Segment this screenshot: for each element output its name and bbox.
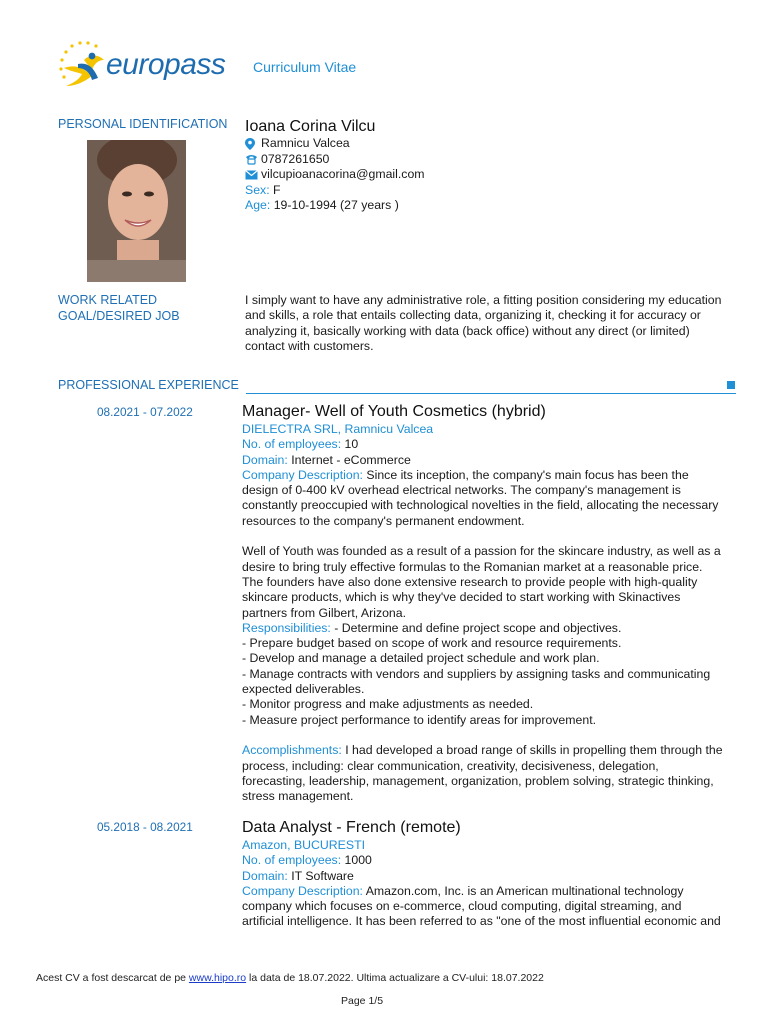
section-divider xyxy=(246,393,736,394)
footer-suffix: la data de 18.07.2022. Ultima actualizare a CV-ului: 18.07.2022 xyxy=(246,972,544,984)
description2-line: desire to bring truly effective formulas to the Romanian market at a reasonable price. xyxy=(242,559,703,574)
goal-label-line-1: WORK RELATED xyxy=(58,293,158,307)
footer-link[interactable]: www.hipo.ro xyxy=(188,972,247,984)
description2-line: The founders have also done extensive research to provide people with high-quality xyxy=(242,574,698,589)
email-row xyxy=(245,167,425,183)
job-details xyxy=(242,422,742,804)
description2-line: Well of Youth was founded as a result of a passion for the skincare industry, as well as a xyxy=(242,544,721,559)
job-description-row xyxy=(242,884,742,899)
description-first: Since its inception, the company's main focus has been the xyxy=(362,467,689,482)
goal-line: analyzing it, basically working with data (back office) without any direct (or limited) xyxy=(245,323,690,338)
sex-row xyxy=(245,183,425,199)
description-label: Company Description: xyxy=(242,467,363,482)
envelope-icon xyxy=(245,169,259,181)
accomplishments-label: Accomplishments: xyxy=(242,743,342,758)
profile-photo xyxy=(87,140,186,282)
description-line: artificial intelligence. It has been referred to as "one of the most influential economic and xyxy=(242,914,721,929)
accomplishment-line: process, including: clear communication, creativity, decisiveness, delegation, xyxy=(242,758,659,773)
phone-text: 0787261650 xyxy=(261,151,330,166)
goal-text xyxy=(245,293,745,354)
job-employees-row xyxy=(242,853,742,868)
employees-label: No. of employees: xyxy=(242,853,342,868)
logo-text: europass xyxy=(106,48,226,81)
responsibilities-label: Responsibilities: xyxy=(242,620,331,635)
job-company: Amazon, BUCURESTI xyxy=(242,838,365,852)
employees-value: 1000 xyxy=(344,853,372,868)
accomplishments-row xyxy=(242,743,742,758)
accomplishment-line: stress management. xyxy=(242,789,354,804)
description-line: design of 0-400 kV overhead electrical networks. The company's management is xyxy=(242,483,681,498)
description-first: Amazon.com, Inc. is an American multinational technology xyxy=(362,883,684,898)
description2-line: partners from Gilbert, Arizona. xyxy=(242,605,407,620)
person-name: Ioana Corina Vilcu xyxy=(245,118,376,135)
sex-value: F xyxy=(273,182,281,197)
goal-line: contact with customers. xyxy=(245,338,374,353)
location-pin-icon xyxy=(245,138,259,150)
responsibility-line: - Manage contracts with vendors and suppliers by assigning tasks and communicating xyxy=(242,666,711,681)
section-label-personal: PERSONAL IDENTIFICATION xyxy=(58,117,228,131)
job-employees-row xyxy=(242,437,742,452)
responsibilities-first: - Determine and define project scope and objectives. xyxy=(330,620,622,635)
job-dates: 08.2021 - 07.2022 xyxy=(97,405,193,419)
footer-note xyxy=(36,972,544,984)
job-title: Data Analyst - French (remote) xyxy=(242,819,461,836)
phone-icon xyxy=(245,153,259,165)
section-label-goal xyxy=(58,293,180,324)
responsibilities-row xyxy=(242,621,742,636)
employees-label: No. of employees: xyxy=(242,437,342,452)
job-details xyxy=(242,838,742,930)
email-text: vilcupioanacorina@gmail.com xyxy=(261,167,425,181)
employees-value: 10 xyxy=(344,437,359,452)
responsibility-line: - Measure project performance to identify areas for improvement. xyxy=(242,712,597,727)
age-row xyxy=(245,198,425,214)
goal-label-line-2: GOAL/DESIRED JOB xyxy=(58,308,180,323)
responsibility-line: - Develop and manage a detailed project schedule and work plan. xyxy=(242,651,600,666)
spacer xyxy=(242,529,742,544)
responsibility-line: - Prepare budget based on scope of work and resource requirements. xyxy=(242,636,622,651)
personal-info xyxy=(245,136,425,214)
section-label-experience: PROFESSIONAL EXPERIENCE xyxy=(58,378,239,392)
accomplishments-first: I had developed a broad range of skills in propelling them through the xyxy=(341,743,723,758)
profile-photo-graphic xyxy=(87,140,186,282)
job-domain-row xyxy=(242,453,742,468)
job-title: Manager- Well of Youth Cosmetics (hybrid) xyxy=(242,403,546,420)
description2-line: skincare products, which is why they've decided to start working with Skinactives xyxy=(242,590,681,605)
europass-logo xyxy=(54,38,244,94)
goal-line: and skills, a role that entails collecting data, organizing it, checking it for accuracy or xyxy=(245,308,701,323)
responsibility-line: expected deliverables. xyxy=(242,682,365,697)
job-dates: 05.2018 - 08.2021 xyxy=(97,820,193,834)
accomplishment-line: forecasting, leadership, management, organization, problem solving, strategic thinking, xyxy=(242,773,714,788)
footer-prefix: Acest CV a fost descarcat de pe xyxy=(36,972,189,984)
section-marker xyxy=(727,381,735,389)
age-label: Age: xyxy=(245,198,271,212)
phone-row xyxy=(245,152,425,168)
domain-value: Internet - eCommerce xyxy=(291,452,411,467)
document-title: Curriculum Vitae xyxy=(253,59,357,75)
description-label: Company Description: xyxy=(242,883,363,898)
domain-label: Domain: xyxy=(242,452,288,467)
sex-label: Sex: xyxy=(245,182,270,197)
responsibility-line: - Monitor progress and make adjustments as needed. xyxy=(242,697,534,712)
domain-label: Domain: xyxy=(242,868,288,883)
job-company: DIELECTRA SRL, Ramnicu Valcea xyxy=(242,422,434,436)
description-line: company which focuses on e-commerce, cloud computing, digital streaming, and xyxy=(242,899,682,914)
spacer xyxy=(242,728,742,743)
location-text: Ramnicu Valcea xyxy=(261,136,350,150)
age-value: 19-10-1994 (27 years ) xyxy=(273,198,399,212)
job-description-row xyxy=(242,468,742,483)
job-domain-row xyxy=(242,869,742,884)
description-line: constantly preoccupied with technological novelties in the field, allocating the necessary xyxy=(242,498,719,513)
location-row xyxy=(245,136,425,152)
description-line: resources to the company's permanent endowment. xyxy=(242,513,525,528)
page-number: Page 1/5 xyxy=(341,995,384,1007)
goal-line: I simply want to have any administrative role, a fitting position considering my education xyxy=(245,293,722,307)
domain-value: IT Software xyxy=(291,868,354,883)
